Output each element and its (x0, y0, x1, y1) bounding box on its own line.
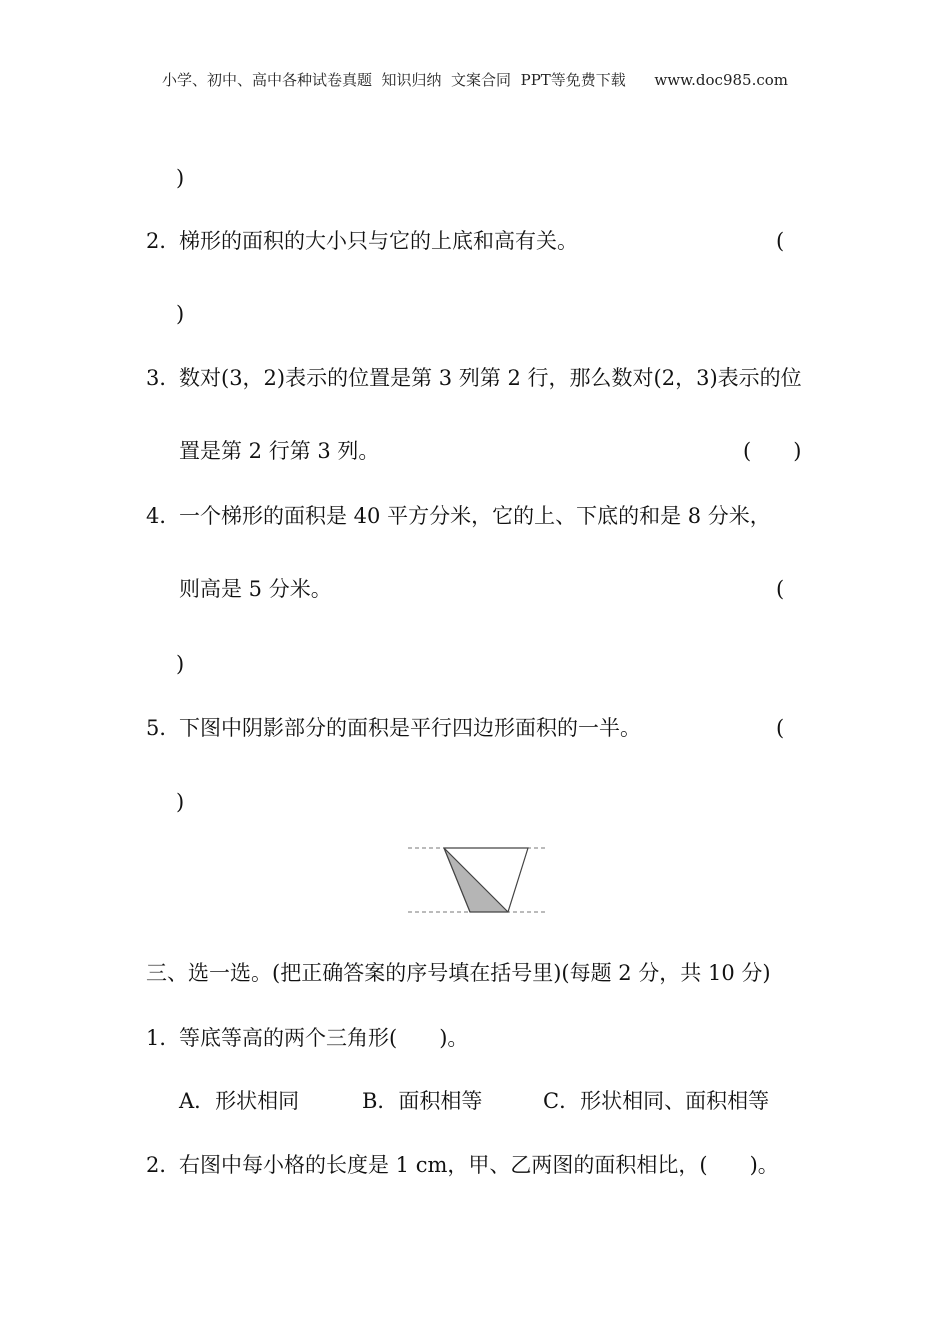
header-text: 小学、初中、高中各种试卷真题 知识归纳 文案合同 PPT等免费下载 (161, 71, 626, 89)
q3-text-line2: 置是第 2 行第 3 列。 (179, 439, 380, 463)
q4-text-line2: 则高是 5 分米。 (179, 577, 332, 601)
c2-number: 2． (146, 1153, 181, 1177)
c1-option-c[interactable]: C．形状相同、面积相等 (543, 1089, 770, 1113)
q2-answer-close: ) (176, 302, 185, 326)
q4-text-line1: 一个梯形的面积是 40 平方分米，它的上、下底的和是 8 分米， (179, 504, 771, 528)
q5-answer-open[interactable]: ( (776, 716, 785, 740)
q3-text-line1: 数对(3，2)表示的位置是第 3 列第 2 行，那么数对(2，3)表示的位 (179, 366, 802, 390)
c1-number: 1． (146, 1026, 181, 1050)
q3-number: 3． (146, 366, 181, 390)
c1-option-b[interactable]: B．面积相等 (362, 1089, 483, 1113)
q4-number: 4． (146, 504, 181, 528)
q5-text: 下图中阴影部分的面积是平行四边形面积的一半。 (179, 716, 641, 740)
q2-number: 2． (146, 229, 181, 253)
section-title: 三、选一选。(把正确答案的序号填在括号里)(每题 2 分，共 10 分) (146, 961, 771, 985)
c2-text: 右图中每小格的长度是 1 cm，甲、乙两图的面积相比，( )。 (179, 1153, 779, 1177)
q3-answer-paren[interactable]: ( ) (743, 439, 802, 463)
q4-answer-close: ) (176, 652, 185, 676)
q2-answer-open[interactable]: ( (776, 229, 785, 253)
header-url: www.doc985.com (654, 71, 788, 89)
c1-option-a[interactable]: A．形状相同 (179, 1089, 300, 1113)
q5-number: 5． (146, 716, 181, 740)
q5-answer-close: ) (176, 790, 185, 814)
q2-text: 梯形的面积的大小只与它的上底和高有关。 (179, 229, 578, 253)
q1-close-paren: ) (176, 166, 185, 190)
c1-text: 等底等高的两个三角形( )。 (179, 1026, 469, 1050)
page-header (0, 69, 950, 90)
q4-answer-open[interactable]: ( (776, 577, 785, 601)
parallelogram-figure (408, 840, 548, 920)
